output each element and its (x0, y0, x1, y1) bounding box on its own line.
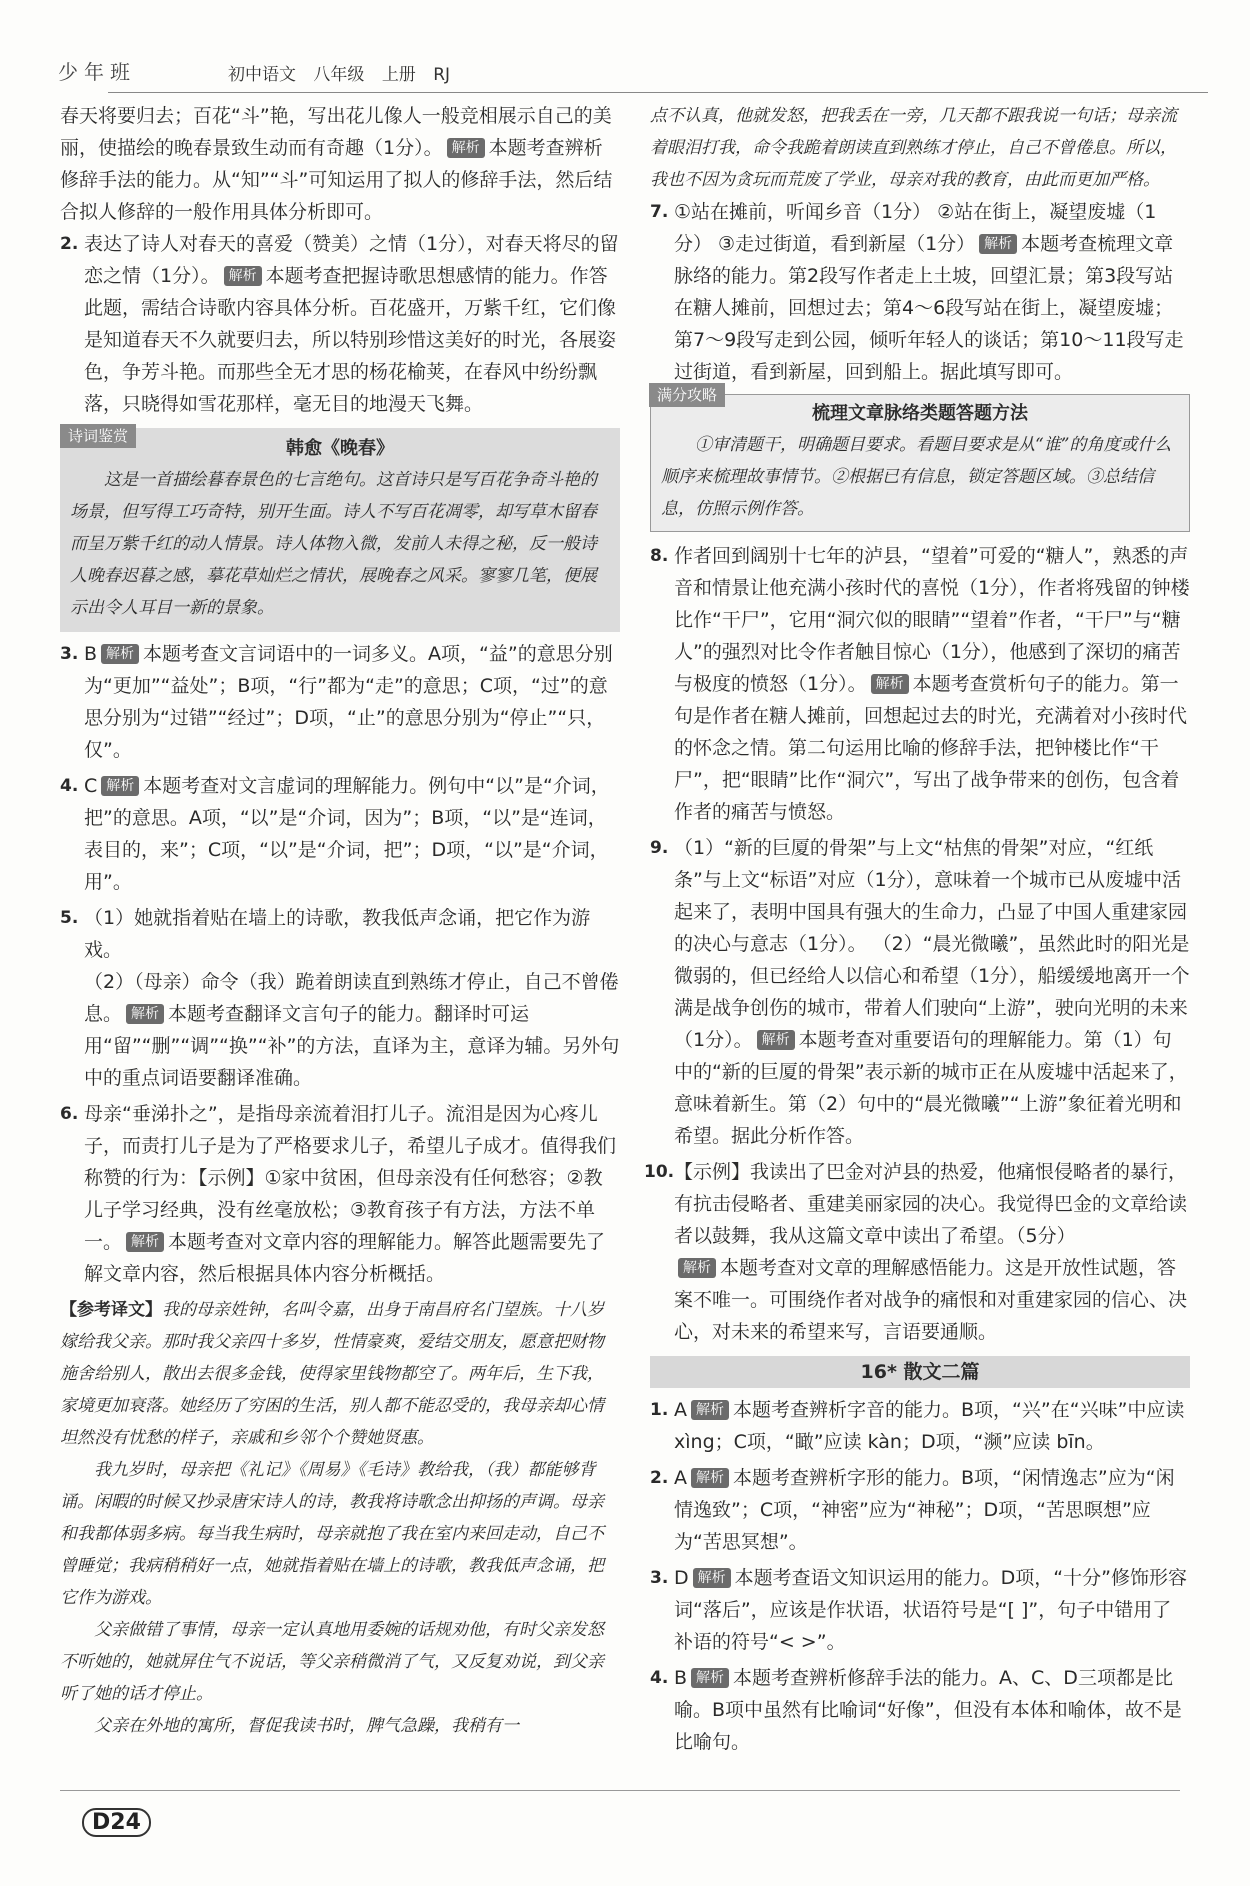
analysis-tag: 解析 (691, 1668, 729, 1688)
answer-5 (60, 902, 620, 1094)
header-info (228, 60, 450, 85)
poem-appreciation-title: 韩愈《晚春》 (286, 438, 394, 459)
question-number: 3. (650, 1568, 669, 1588)
analysis-text: 本题考查对文章的理解感悟能力。这是开放性试题，答案不唯一。可围绕作者对战争的痛恨和对重建家园的信心、决心，对未来的希望来写，言语要通顺。 (674, 1257, 1188, 1343)
question-number: 5. (60, 908, 79, 928)
right-column (644, 100, 1190, 1762)
answer-text: （1）“新的巨厦的骨架”与上文“枯焦的骨架”对应，“红纸条”与上文“标语”对应（1分），意味着一个城市已从废墟中活起来了，表明中国具有强大的生命力，凸显了中国人重建家园的决心与意志（1分）。 （2）“晨光微曦”，虽然此时的阳光是微弱的，但已经给人以信心和希望（1分），船缓缓地离开一个满是战争创伤的城市，带着人们驶向“上游”，驶向光明的未来（1分）。 (674, 837, 1190, 1051)
page-number: D24 (82, 1808, 151, 1837)
strategy-box (650, 386, 1190, 532)
analysis-text: 本题考查语文知识运用的能力。D项，“十分”修饰形容词“落后”，应该是作状语，状语符号是“[ ]”，句子中错用了补语的符号“< >”。 (674, 1567, 1187, 1653)
answer-choice: B (84, 643, 98, 665)
answer-text: 春天将要归去；百花“斗”艳，写出花儿像人一般竞相展示自己的美丽，使描绘的晚春景致生动而有奇趣（1分）。 (60, 105, 612, 159)
analysis-text: 本题考查辨析字音的能力。B项，“兴”在“兴味”中应读 xìng；C项，“瞰”应读 kàn；D项，“濒”应读 bīn。 (674, 1399, 1185, 1453)
answer-10 (644, 1156, 1190, 1348)
analysis-text: 本题考查把握诗歌思想感情的能力。作答此题，需结合诗歌内容具体分析。百花盛开，万紫千红，它们像是知道春天不久就要归去，所以特别珍惜这美好的时光，各展姿色，争芳斗艳。而那些全无才思的杨花榆荚，在春风中纷纷飘落，只晓得如雪花那样，毫无目的地漫天飞舞。 (84, 265, 617, 415)
answer-choice: B (674, 1667, 688, 1689)
answer-text: 作者回到阔别十七年的泸县，“望着”可爱的“糖人”，熟悉的声音和情景让他充满小孩时代的喜悦（1分），作者将残留的钟楼比作“干尸”，它用“洞穴似的眼睛”“望着”作者，“干尸”与“糖人”的强烈对比令作者触目惊心（1分），他感到了深切的痛苦与极度的愤怒（1分）。 (674, 545, 1190, 695)
analysis-tag: 解析 (871, 674, 909, 694)
analysis-tag: 解析 (101, 644, 139, 664)
translation-paragraph: 我的母亲姓钟，名叫令嘉，出身于南昌府名门望族。十八岁嫁给我父亲。那时我父亲四十多岁，性情豪爽，爱结交朋友，愿意把财物施舍给别人，散出去很多金钱，使得家里钱物都空了。两年后，生下我，家境更加衰落。她经历了穷困的生活，别人都不能忍受的，我母亲却心情坦然没有忧愁的样子，亲戚和乡邻个个赞她贤惠。 (60, 1300, 604, 1448)
answer-text: （1）她就指着贴在墙上的诗歌，教我低声念诵，把它作为游戏。 (84, 907, 591, 961)
question-number: 9. (650, 838, 669, 858)
header-volume: 上册 (381, 65, 416, 85)
translation-paragraph: 父亲在外地的寓所，督促我读书时，脾气急躁，我稍有一 (94, 1716, 519, 1736)
answer-text: （2）（母亲）命令（我）跪着朗读直到熟练才停止，自己不曾倦息。 (84, 971, 619, 1025)
question-number: 3. (60, 644, 79, 664)
analysis-text: 本题考查对文章内容的理解能力。解答此题需要先了解文章内容，然后根据具体内容分析概括。 (84, 1231, 606, 1285)
question-number: 7. (650, 202, 669, 222)
analysis-tag: 解析 (126, 1004, 164, 1024)
header-subject: 初中语文 (228, 65, 296, 85)
page-header (58, 52, 1188, 92)
header-grade: 八年级 (313, 65, 365, 85)
analysis-text: 本题考查辨析修辞手法的能力。从“知”“斗”可知运用了拟人的修辞手法，然后结合拟人修辞的一般作用具体分析即可。 (60, 137, 613, 223)
question-number: 4. (650, 1668, 669, 1688)
analysis-text: 本题考查对文言虚词的理解能力。例句中“以”是“介词，把”的意思。A项，“以”是“介词，因为”；B项，“以”是“连词，表目的，来”；C项，“以”是“介词，把”；D项，“以”是“介词，用”。 (84, 775, 610, 893)
answer-7 (650, 196, 1190, 388)
answer-choice: C (84, 775, 98, 797)
answer-text: 【示例】我读出了巴金对泸县的热爱，他痛恨侵略者的暴行，有抗击侵略者、重建美丽家园的决心。我觉得巴金的文章给读者以鼓舞，我从这篇文章中读出了希望。（5分） (674, 1161, 1188, 1247)
analysis-tag: 解析 (447, 138, 485, 158)
analysis-tag: 解析 (224, 266, 262, 286)
answer-4 (60, 770, 620, 898)
analysis-text: 本题考查文言词语中的一词多义。A项，“益”的意思分别为“更加”“益处”；B项，“行”都为“走”的意思；C项，“过”的意思分别为“过错”“经过”；D项，“止”的意思分别为“停止”“只，仅”。 (84, 643, 613, 761)
answer-text: 表达了诗人对春天的喜爱（赞美）之情（1分），对春天将尽的留恋之情（1分）。 (84, 233, 619, 287)
analysis-tag: 解析 (691, 1400, 729, 1420)
question-number: 2. (650, 1468, 669, 1488)
translation-paragraph: 我九岁时，母亲把《礼记》《周易》《毛诗》教给我，（我）都能够背诵。闲暇的时候又抄录唐宋诗人的诗，教我将诗歌念出抑扬的声调。母亲和我都体弱多病。每当我生病时，母亲就抱了我在室内来回走动，自己不曾睡觉；我病稍稍好一点，她就指着贴在墙上的诗歌，教我低声念诵，把它作为游戏。 (60, 1460, 604, 1608)
answer-6 (60, 1098, 620, 1290)
brand-logo: 少年班 (58, 60, 136, 84)
answer-choice: A (674, 1467, 687, 1489)
poem-appreciation-body: 这是一首描绘暮春景色的七言绝句。这首诗只是写百花争奇斗艳的场景，但写得工巧奇特，别开生面。诗人不写百花凋零，却写草木留春而呈万紫千红的动人情景。诗人体物入微，发前人未得之秘，反一般诗人晚春迟暮之感，摹花草灿烂之情状，展晚春之风采。寥寥几笔，便展示出令人耳目一新的景象。 (70, 470, 597, 618)
strategy-body: ①审清题干，明确题目要求。看题目要求是从“谁”的角度或什么顺序来梳理故事情节。②根据已有信息，锁定答题区域。③总结信息，仿照示例作答。 (661, 435, 1172, 519)
question-number: 10. (644, 1162, 675, 1182)
answer-1-continuation (60, 100, 620, 228)
analysis-tag: 解析 (979, 234, 1017, 254)
poem-appreciation-label: 诗词鉴赏 (60, 424, 136, 448)
analysis-text: 本题考查辨析修辞手法的能力。A、C、D三项都是比喻。B项中虽然有比喻词“好像”，但没有本体和喻体，故不是比喻句。 (674, 1667, 1182, 1753)
answer-9 (650, 832, 1190, 1152)
reference-translation-label: 【参考译文】 (60, 1300, 162, 1320)
question-number: 2. (60, 234, 79, 254)
analysis-text: 本题考查梳理文章脉络的能力。第2段写作者走上土坡，回望汇景；第3段写站在糖人摊前，回想过去；第4～6段写站在街上，凝望废墟；第7～9段写走到公园，倾听年轻人的谈话；第10～11段写走过街道，看到新屋，回到船上。据此填写即可。 (674, 233, 1184, 383)
analysis-tag: 解析 (693, 1568, 731, 1588)
analysis-text: 本题考查对重要语句的理解能力。第（1）句中的“新的巨厦的骨架”表示新的城市正在从废墟中活起来了，意味着新生。第（2）句中的“晨光微曦”“上游”象征着光明和希望。据此分析作答。 (674, 1029, 1188, 1147)
section-answer-2 (650, 1462, 1190, 1558)
strategy-title: 梳理文章脉络类题答题方法 (812, 403, 1028, 424)
analysis-tag: 解析 (101, 776, 139, 796)
answer-text: 母亲“垂涕扑之”，是指母亲流着泪打儿子。流泪是因为心疼儿子，而责打儿子是为了严格要求儿子，希望儿子成才。值得我们称赞的行为：【示例】①家中贫困，但母亲没有任何愁容；②教儿子学习经典，没有丝毫放松；③教育孩子有方法，方法不单一。 (84, 1103, 617, 1253)
analysis-text: 本题考查赏析句子的能力。第一句是作者在糖人摊前，回想起过去的时光，充满着对小孩时代的怀念之情。第二句运用比喻的修辞手法，把钟楼比作“干尸”，把“眼睛”比作“洞穴”，写出了战争带来的创伤，包含着作者的痛苦与愤怒。 (674, 673, 1188, 823)
analysis-tag: 解析 (678, 1258, 716, 1278)
poem-appreciation-box (60, 428, 620, 632)
translation-paragraph: 父亲做错了事情，母亲一定认真地用委婉的话规劝他，有时父亲发怒不听她的，她就屏住气不说话，等父亲稍微消了气，又反复劝说，到父亲听了她的话才停止。 (60, 1620, 604, 1704)
left-column (60, 100, 620, 1742)
question-number: 4. (60, 776, 79, 796)
answer-2 (60, 228, 620, 420)
question-number: 6. (60, 1104, 79, 1124)
answer-choice: D (674, 1567, 689, 1589)
answer-8 (650, 540, 1190, 828)
answer-text: ①站在摊前，听闻乡音（1分） ②站在街上，凝望废墟（1分） ③走过街道，看到新屋（1分） (674, 201, 1157, 255)
reference-translation (60, 1294, 620, 1742)
question-number: 8. (650, 546, 669, 566)
analysis-tag: 解析 (126, 1232, 164, 1252)
section-answer-3 (650, 1562, 1190, 1658)
analysis-tag: 解析 (757, 1030, 795, 1050)
header-edition: RJ (433, 65, 451, 85)
section-answer-4 (650, 1662, 1190, 1758)
question-number: 1. (650, 1400, 669, 1420)
header-divider (108, 92, 1208, 93)
translation-continuation: 点不认真，他就发怒，把我丢在一旁，几天都不跟我说一句话；母亲流着眼泪打我，命令我跪着朗读直到熟练才停止，自己不曾倦息。所以，我也不因为贪玩而荒废了学业，母亲对我的教育，由此而更加严格。 (650, 106, 1177, 190)
footer-divider (60, 1790, 1180, 1791)
answer-3 (60, 638, 620, 766)
section-answer-1 (650, 1394, 1190, 1458)
strategy-label: 满分攻略 (649, 383, 725, 407)
analysis-tag: 解析 (691, 1468, 729, 1488)
section-title: 16* 散文二篇 (650, 1356, 1190, 1388)
analysis-text: 本题考查翻译文言句子的能力。翻译时可运用“留”“删”“调”“换”“补”的方法，直译为主，意译为辅。另外句中的重点词语要翻译准确。 (84, 1003, 620, 1089)
answer-choice: A (674, 1399, 687, 1421)
analysis-text: 本题考查辨析字形的能力。B项，“闲情逸志”应为“闲情逸致”；C项，“神密”应为“神秘”；D项，“苦思暝想”应为“苦思冥想”。 (674, 1467, 1175, 1553)
